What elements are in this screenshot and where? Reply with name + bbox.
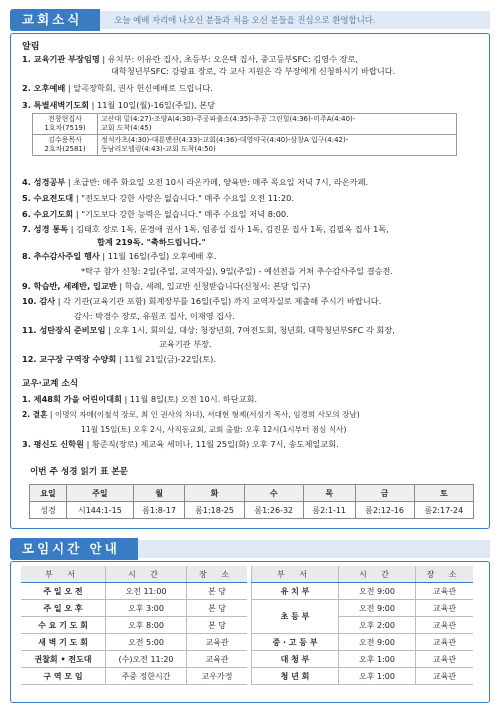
notice-item-11-cont: 교육기관 부장. (159, 339, 212, 349)
notice-item-12: 12. 교구장 구역장 수양회 | 11월 21일(금)-22일(토). (22, 354, 216, 364)
notice-item-8-cont: *탁구 참가 신청: 2일(주일, 교역자실), 9일(주일) - 예선전을 거쳐 추수감사주일 결승전. (81, 266, 394, 276)
meeting-row: 대 청 부 오후 1:00 교육관 (252, 651, 474, 668)
meeting-header-row: 부 서 시 간 장 소 (21, 566, 247, 583)
meeting-row: 권찰회 • 전도대 (수)오전 11:20 교육관 (21, 651, 247, 668)
welcome-banner: 오늘 예배 자리에 나오신 분들과 처음 오신 분들을 진심으로 환영합니다. (100, 11, 490, 29)
meeting-row: 중 · 고 등 부 오전 9:00 교육관 (252, 634, 474, 651)
notice-item-4: 4. 성경공부 | 초급반: 매주 화요일 오전 10시 라온카페, 양육반: 매주 목요일 저녁 7시, 라온카페. (22, 177, 369, 187)
reading-header-row: 요일 주일 월 화 수 목 금 토 (30, 485, 474, 502)
notice-item-7-cont: 합계 219독. "축하드립니다." (97, 237, 206, 247)
bus-row: 전창현집사 1호차(7519) 고산대 밑(4:27)-조양A(4:30)-주공파출소(4:35)-주공 그린힐(4:36)-미주A(4:40)- 교회 도착(4:45) (33, 114, 457, 135)
notice-item-3: 3. 특별새벽기도회 | 11월 10일(월)-16일(주일), 본당 (22, 100, 216, 110)
church-news-title: 교회소식 (10, 9, 100, 31)
inter-item-3: 3. 평신도 신학원 | 황준직(장로) 제교육 세미나, 11월 25일(화) 오후 7시, 송도제일교회. (22, 439, 339, 449)
meeting-title: 모임시간 안내 (10, 538, 138, 560)
meeting-table-left (21, 566, 247, 685)
notice-item-8: 8. 추수감사주일 행사 | 11월 16일(주일) 오후예배 후. (22, 251, 217, 261)
meeting-header (10, 538, 490, 560)
reading-passage-row: 성경 시144:1-15 롬1:8-17 롬1:18-25 롬1:26-32 롬2:1-11 롬2:12-16 롬2:17-24 (30, 502, 474, 519)
reading-heading: 이번 주 성경 읽기 표 본문 (30, 467, 128, 477)
notice-item-2: 2. 오후예배 | 알곡장학회, 권사 헌신예배로 드립니다. (22, 83, 213, 93)
meeting-row: 주 일 오 전 오전 11:00 본 당 (21, 583, 247, 600)
meeting-row: 주 일 오 후 오후 3:00 본 당 (21, 600, 247, 617)
notice-item-1-cont: 대학청년부SFC: 강광표 장로, 각 교사 지원은 각 부장에게 신청하시기 바랍니다. (111, 66, 396, 76)
notice-item-11: 11. 성탄장식 준비모임 | 오후 1시, 회의실, 대상: 청장년회, 7여전도회, 청년회, 대학청년부SFC 각 회장, (22, 325, 395, 335)
meeting-row: 유 치 부 오전 9:00 교육관 (252, 583, 474, 600)
meeting-table-right (251, 566, 473, 685)
meeting-row: 새 벽 기 도 회 오전 5:00 교육관 (21, 634, 247, 651)
notice-item-6: 6. 수요기도회 | "기도보다 강한 능력은 없습니다." 매주 수요일 저녁 8:00. (22, 209, 289, 219)
meeting-row: 구 역 모 임 주중 정한시간 교우가정 (21, 668, 247, 685)
notice-item-9: 9. 학습반, 세례반, 입교반 | 학습, 세례, 입교반 신청받습니다(신청서: 본당 입구) (22, 281, 311, 291)
meeting-header-row: 부 서 시 간 장 소 (252, 566, 474, 583)
notice-item-10-cont: 감사: 박경수 장로, 유원조 집사, 이재영 집사. (74, 311, 235, 321)
inter-item-2: 2. 결혼 | 이명익 자매(이철석 장로, 최 인 권사의 차녀), 서대현 형제(서성기 목사, 임경희 사모의 장남) (22, 410, 360, 419)
notice-item-5: 5. 수요전도대 | "전도보다 강한 사랑은 없습니다." 매주 수요일 오전 11:20. (22, 193, 294, 203)
meeting-panel (10, 561, 490, 703)
inter-item-2-cont: 11월 15일(토) 오후 2시, 사직동교회, 교회 출발: 오후 12시(1시부터 점심 식사) (81, 425, 347, 434)
meeting-row: 수 요 기 도 회 오후 8:00 본 당 (21, 617, 247, 634)
notice-heading: 알림 (22, 42, 40, 52)
notice-item-1: 1. 교육기관 부장임명 | 유치부: 이유란 집사, 초등부: 오은택 집사, 중고등부SFC: 김영수 장로, (22, 54, 359, 64)
inter-news-heading: 교우·교계 소식 (22, 379, 79, 389)
bus-row: 김수용목사 2호차(2581) 정석카츠(4:30)-대룡맨션(4:33)-교회(4:36)-대영약국(4:40)-삼창A 입구(4:42)- 동남리모델링(4:43)-교회 도착(4:50) (33, 135, 457, 156)
meeting-row: 청 년 회 오후 1:00 교육관 (252, 668, 474, 685)
church-news-panel (10, 33, 490, 529)
meeting-banner (138, 540, 490, 558)
dawn-bus-table (32, 113, 457, 156)
reading-table (29, 484, 474, 519)
meeting-row: 초 등 부 오전 9:00 교육관 (252, 600, 474, 617)
meeting-row: 오후 2:00 교육관 (252, 617, 474, 634)
inter-item-1: 1. 제48회 가을 어린이대회 | 11월 8일(토) 오전 10시. 하단교회. (22, 394, 258, 404)
church-news-header (10, 9, 490, 31)
notice-item-10: 10. 감사 | 각 기관(교육기관 포함) 회계장부를 16일(주일) 까지 교역자실로 제출해 주시기 바랍니다. (22, 296, 382, 306)
notice-item-7: 7. 성경 통독 | 김태호 장로 1독, 문경애 권사 1독, 임종섭 집사 1독, 김진문 집사 1독, 김필옥 집사 1독, (22, 224, 389, 234)
